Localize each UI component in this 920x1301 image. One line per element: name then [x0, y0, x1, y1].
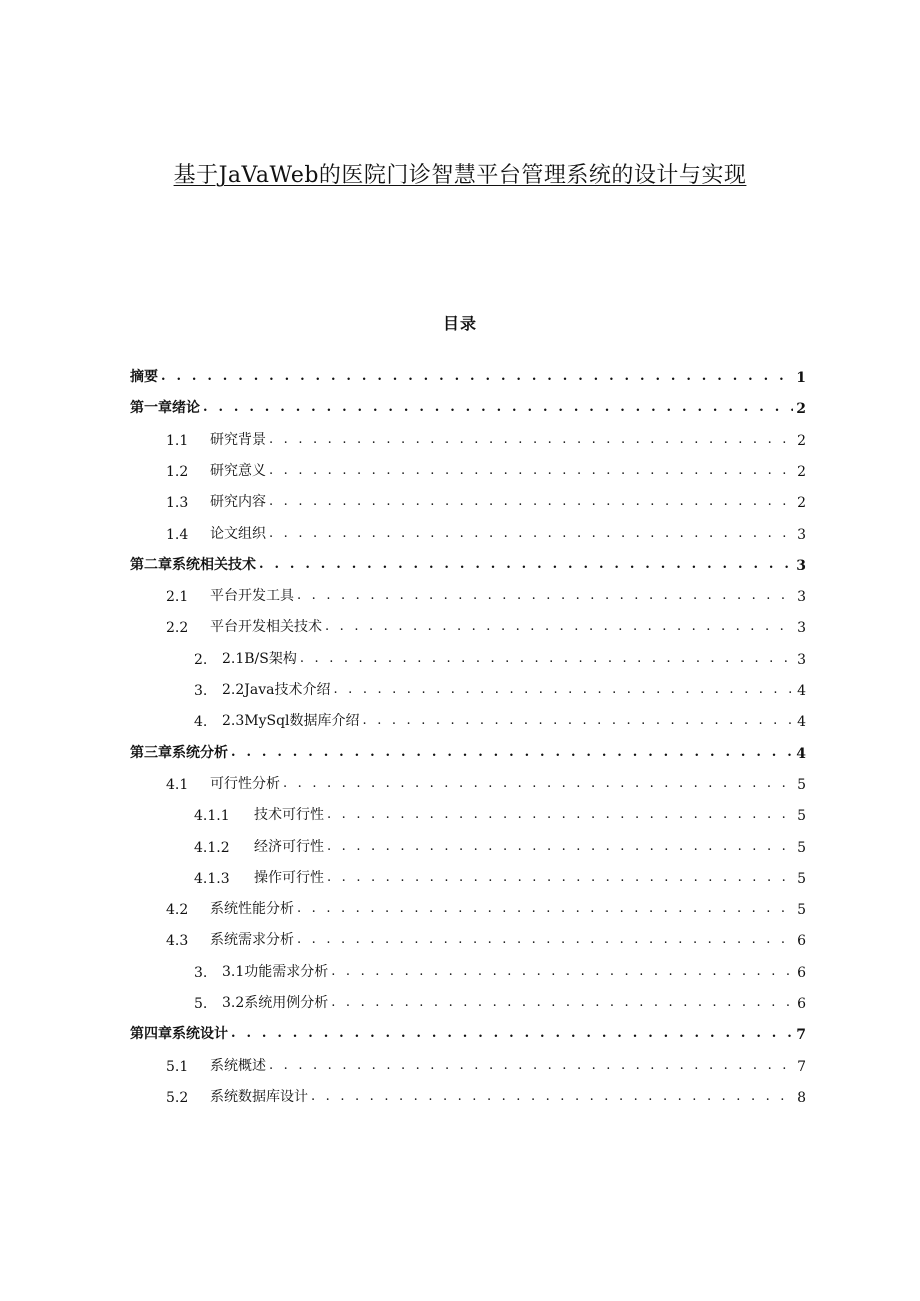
toc-entry-label: 平台开发工具 — [210, 588, 294, 605]
toc-entry-page-number: 6 — [797, 964, 806, 981]
toc-leader-dots — [327, 871, 794, 887]
toc-entry-number: 4. — [194, 714, 208, 731]
toc-chapter-entry[interactable] — [130, 740, 806, 762]
toc-leader-dots — [269, 464, 794, 480]
toc-section-entry[interactable] — [130, 583, 806, 605]
toc-leader-dots — [333, 683, 794, 699]
toc-entry-label: 2.1B/S架构 — [222, 650, 297, 667]
toc-entry-page-number: 4 — [797, 714, 806, 731]
toc-section-entry[interactable] — [130, 489, 806, 511]
toc-entry-number: 1.4 — [166, 526, 189, 543]
toc-section-entry[interactable] — [130, 458, 806, 480]
document-title-text: 基于JaVaWeb的医院门诊智慧平台管理系统的设计与实现 — [173, 163, 747, 188]
toc-entry-page-number: 3 — [797, 526, 806, 543]
toc-entry-page-number: 5 — [797, 839, 806, 856]
toc-entry-label: 系统数据库设计 — [210, 1088, 308, 1105]
toc-section-entry[interactable] — [130, 865, 806, 887]
toc-leader-dots — [325, 620, 794, 636]
toc-entry-page-number: 8 — [797, 1089, 806, 1106]
toc-entry-page-number: 2 — [797, 495, 806, 512]
toc-entry-number: 1.2 — [166, 463, 189, 480]
toc-entry-page-number: 3 — [797, 620, 806, 637]
toc-leader-dots — [269, 495, 794, 511]
toc-heading: 目录 — [442, 314, 477, 333]
toc-leader-dots — [161, 370, 793, 386]
toc-leader-dots — [297, 933, 794, 949]
toc-section-entry[interactable] — [130, 427, 806, 449]
toc-entry-number: 1.1 — [166, 432, 189, 449]
toc-entry-page-number: 2 — [797, 432, 806, 449]
toc-chapter-entry[interactable] — [130, 364, 806, 386]
toc-entry-label: 系统需求分析 — [210, 932, 294, 949]
toc-section-entry[interactable] — [130, 771, 806, 793]
toc-entry-number: 3. — [194, 964, 208, 981]
toc-entry-label: 平台开发相关技术 — [210, 619, 322, 636]
toc-section-entry[interactable] — [130, 614, 806, 636]
toc-entry-label: 3.2系统用例分析 — [222, 995, 329, 1011]
toc-section-entry[interactable] — [130, 521, 806, 543]
toc-section-entry[interactable] — [130, 990, 806, 1012]
toc-entry-page-number: 2 — [796, 401, 806, 418]
toc-entry-page-number: 5 — [797, 902, 806, 919]
toc-entry-page-number: 1 — [796, 370, 806, 386]
toc-leader-dots — [269, 527, 794, 543]
toc-entry-page-number: 7 — [796, 1027, 806, 1044]
toc-entry-label: 经济可行性 — [254, 838, 324, 855]
toc-entry-label: 研究背景 — [210, 431, 266, 448]
toc-chapter-entry[interactable] — [130, 395, 806, 417]
toc-entry-label: 操作可行性 — [254, 869, 324, 886]
toc-entry-label: 第四章系统设计 — [130, 1026, 228, 1043]
toc-entry-page-number: 3 — [797, 651, 806, 668]
toc-entry-label: 3.1功能需求分析 — [222, 963, 329, 980]
toc-entry-number: 4.1.1 — [194, 808, 230, 825]
document-title — [0, 158, 920, 189]
toc-leader-dots — [269, 1059, 794, 1075]
toc-entry-number: 1.3 — [166, 495, 189, 512]
toc-chapter-entry[interactable] — [130, 1021, 806, 1043]
toc-section-entry[interactable] — [130, 677, 806, 699]
toc-leader-dots — [297, 902, 794, 918]
toc-entry-label: 摘要 — [130, 369, 158, 385]
toc-entry-label: 2.3MySql数据库介绍 — [222, 713, 360, 730]
toc-entry-label: 可行性分析 — [210, 775, 280, 792]
toc-leader-dots — [231, 1027, 793, 1043]
toc-entry-label: 研究意义 — [210, 462, 266, 479]
toc-section-entry[interactable] — [130, 834, 806, 856]
toc-entry-page-number: 5 — [797, 808, 806, 825]
toc-leader-dots — [363, 714, 795, 730]
toc-entry-label: 研究内容 — [210, 494, 266, 511]
toc-entry-number: 5. — [194, 996, 208, 1012]
toc-leader-dots — [297, 589, 794, 605]
toc-entry-label: 系统性能分析 — [210, 901, 294, 918]
toc-leader-dots — [231, 746, 793, 762]
toc-entry-page-number: 3 — [796, 557, 806, 574]
toc-entry-page-number: 3 — [797, 589, 806, 606]
toc-section-entry[interactable] — [130, 708, 806, 730]
toc-entry-label: 论文组织 — [210, 525, 266, 542]
toc-entry-number: 4.1.2 — [194, 839, 230, 856]
toc-entry-number: 2.2 — [166, 620, 189, 637]
toc-entry-label: 第二章系统相关技术 — [130, 556, 256, 573]
toc-leader-dots — [283, 777, 794, 793]
toc-entry-page-number: 5 — [797, 776, 806, 793]
toc-entry-number: 5.2 — [166, 1089, 189, 1106]
toc-leader-dots — [300, 652, 794, 668]
toc-leader-dots — [327, 808, 794, 824]
toc-entry-number: 5.1 — [166, 1058, 189, 1075]
toc-section-entry[interactable] — [130, 959, 806, 981]
toc-entry-number: 2. — [194, 651, 208, 668]
toc-leader-dots — [203, 401, 793, 417]
toc-entry-number: 4.1 — [166, 776, 189, 793]
toc-entry-number: 3. — [194, 683, 208, 699]
toc-entry-number: 4.2 — [166, 902, 189, 919]
toc-entry-label: 第三章系统分析 — [130, 744, 228, 761]
toc-entry-page-number: 2 — [797, 463, 806, 480]
toc-entry-page-number: 4 — [797, 683, 806, 699]
toc-entry-number: 4.1.3 — [194, 870, 230, 887]
toc-entry-page-number: 6 — [797, 933, 806, 950]
toc-section-entry[interactable] — [130, 646, 806, 668]
toc-leader-dots — [331, 996, 794, 1012]
toc-entry-page-number: 6 — [797, 996, 806, 1012]
toc-section-entry[interactable] — [130, 802, 806, 824]
toc-entry-page-number: 5 — [797, 870, 806, 887]
toc-leader-dots — [327, 840, 794, 856]
toc-entry-number: 2.1 — [166, 589, 189, 606]
toc-chapter-entry[interactable] — [130, 552, 806, 574]
toc-entry-label: 2.2Java技术介绍 — [222, 682, 331, 698]
toc-section-entry[interactable] — [130, 1084, 806, 1106]
toc-entry-label: 第一章绪论 — [130, 400, 200, 417]
toc-entry-page-number: 7 — [797, 1058, 806, 1075]
toc-section-entry[interactable] — [130, 927, 806, 949]
toc-leader-dots — [269, 433, 794, 449]
toc-entry-page-number: 4 — [796, 745, 806, 762]
toc-leader-dots — [331, 965, 794, 981]
toc-leader-dots — [259, 558, 793, 574]
toc-section-entry[interactable] — [130, 1053, 806, 1075]
toc-entry-label: 系统概述 — [210, 1057, 266, 1074]
toc-entry-number: 4.3 — [166, 933, 189, 950]
toc-leader-dots — [311, 1090, 794, 1106]
toc-entry-label: 技术可行性 — [254, 807, 324, 824]
toc-section-entry[interactable] — [130, 896, 806, 918]
